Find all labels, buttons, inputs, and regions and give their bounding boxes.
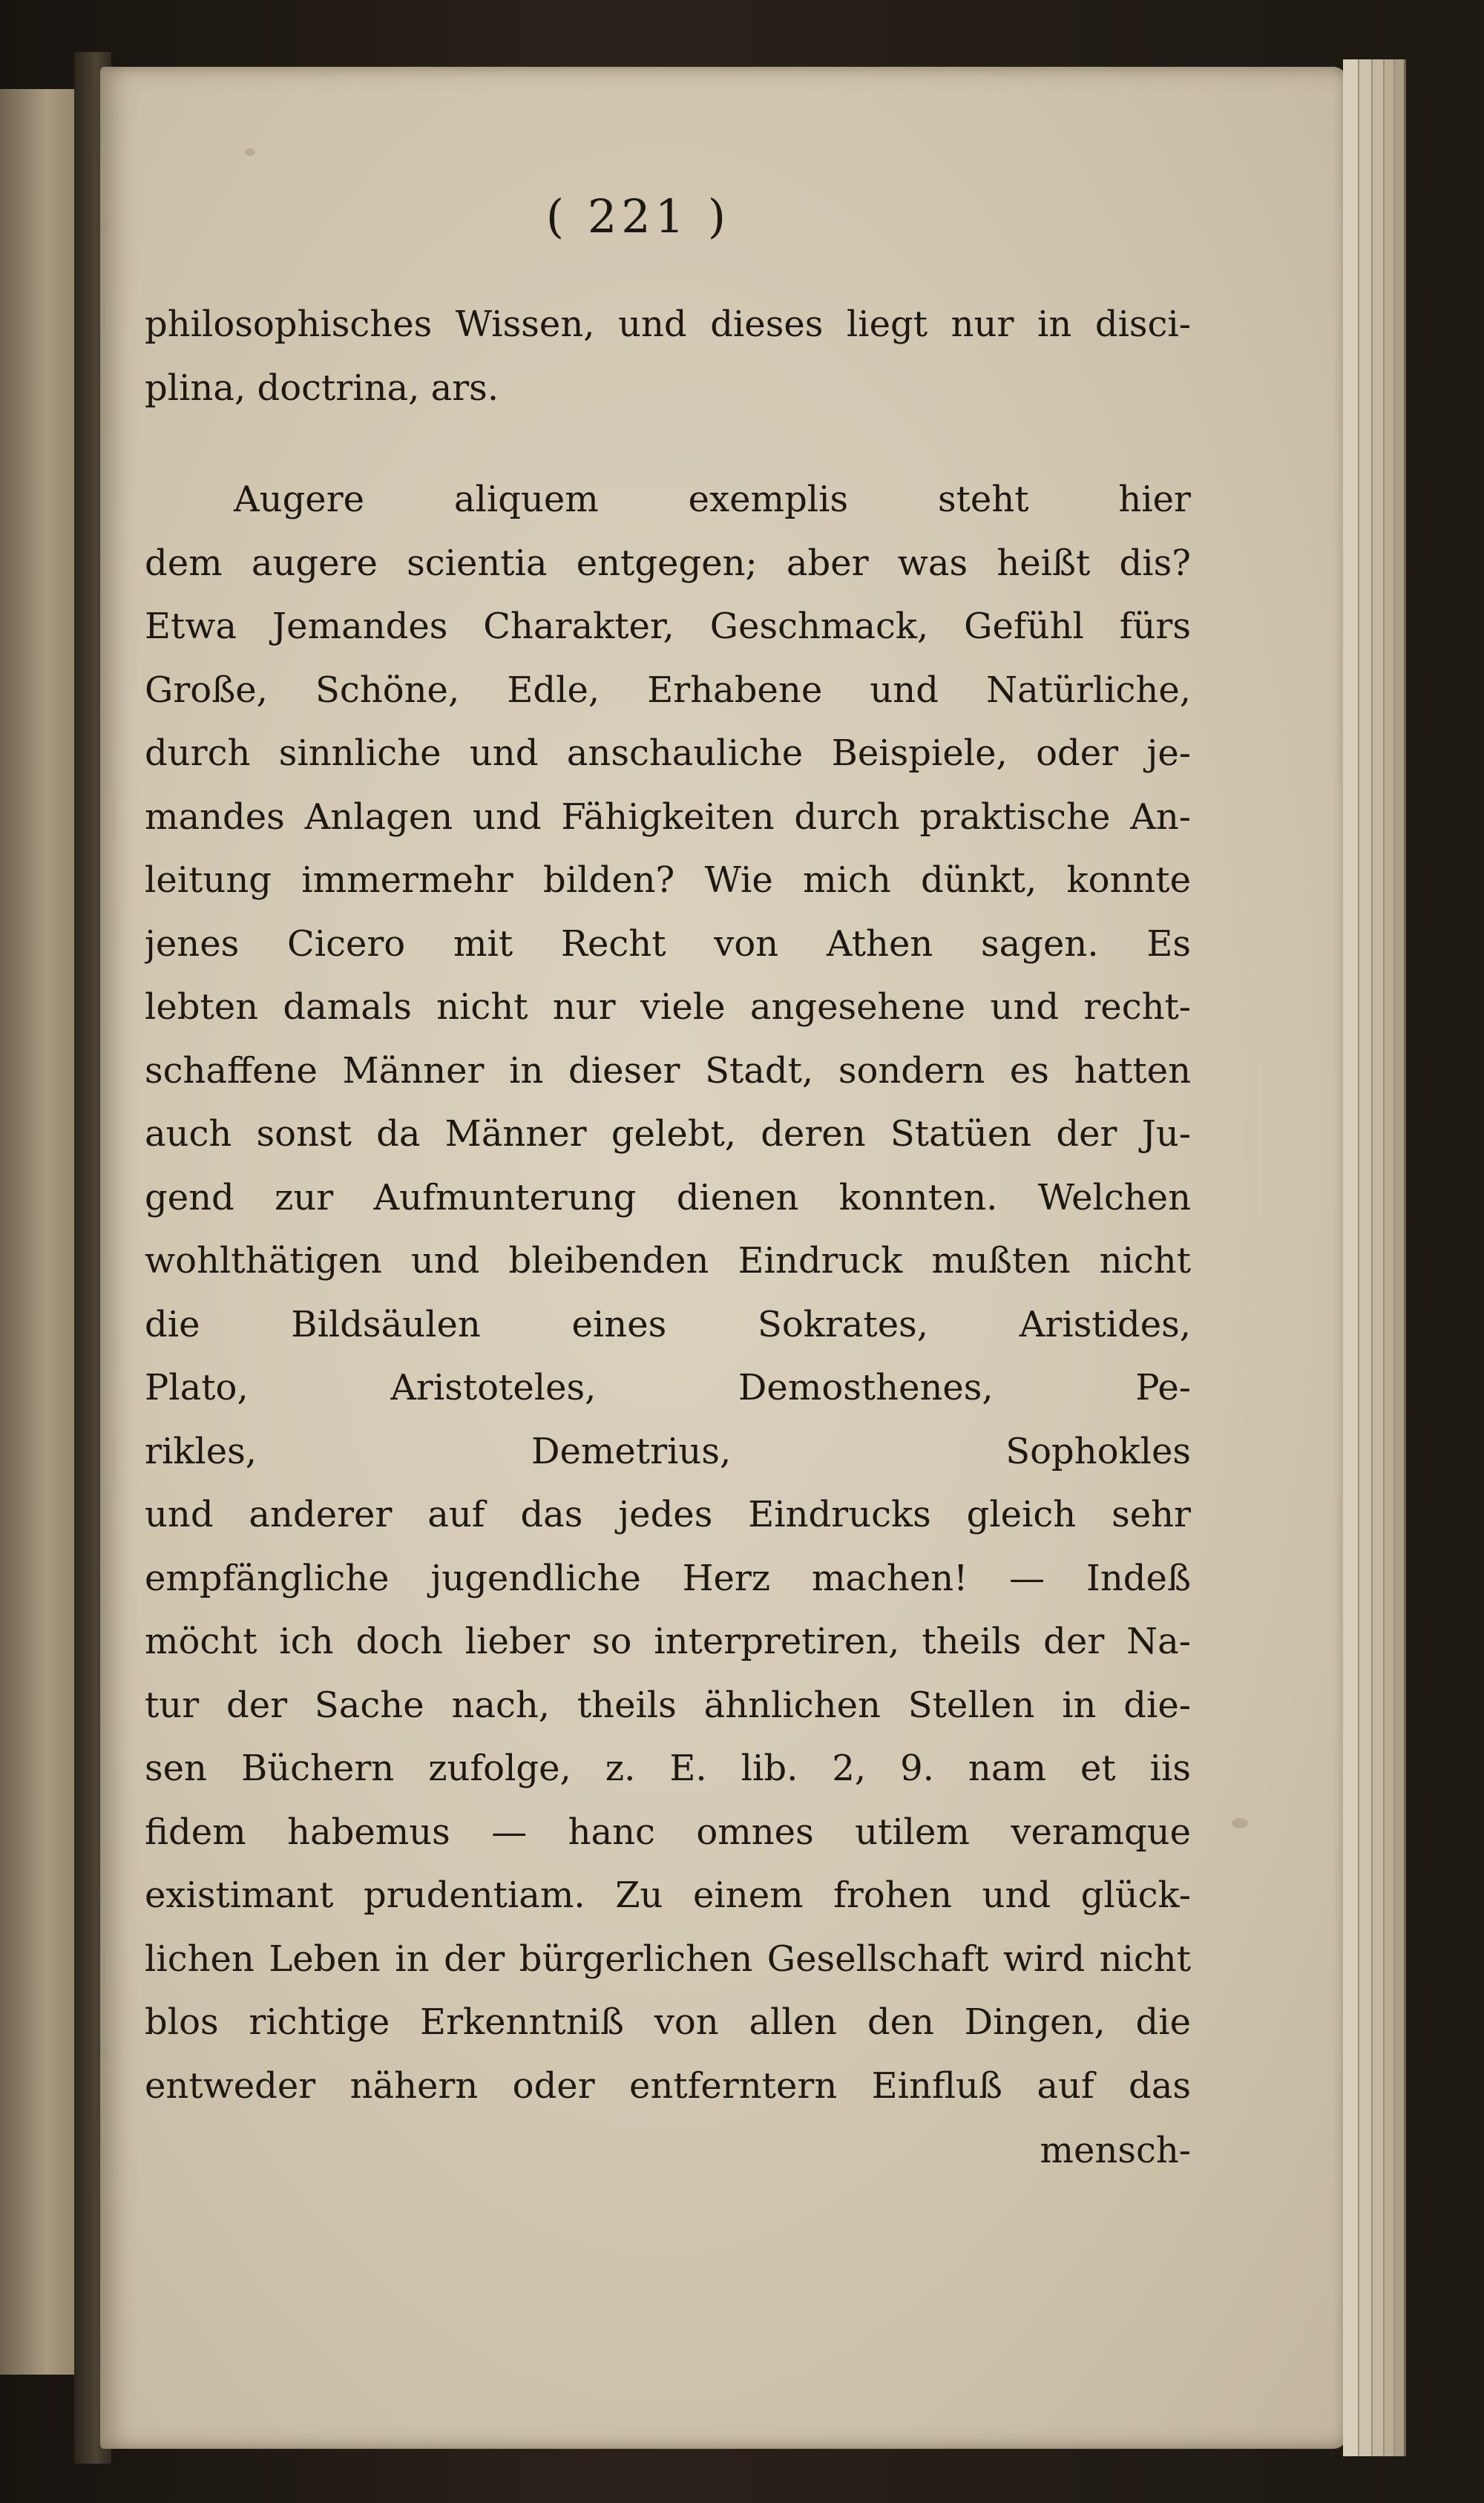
text-line: wohlthätigen und bleibenden Eindruck mußten nicht (145, 1240, 1191, 1282)
paper-stain (245, 148, 255, 156)
text-line: Plato, Aristoteles, Demosthenes, Pe- (145, 1367, 1191, 1408)
text-line: entweder nähern oder entferntern Einfluß auf das (145, 2064, 1191, 2107)
page-edge (1359, 59, 1373, 2456)
page-edge (1385, 59, 1396, 2456)
text-line: leitung immermehr bilden? Wie mich dünkt, konnte (145, 859, 1191, 901)
text-line: existimant prudentiam. Zu einem frohen und glück- (145, 1874, 1191, 1916)
text-line: rikles, Demetrius, Sophokles (145, 1430, 1191, 1472)
text-line: philosophisches Wissen, und dieses liegt nur in disci- (145, 304, 1191, 345)
paragraph-1 (145, 293, 1191, 420)
text-line: möcht ich doch lieber so interpretiren, theils der Na- (145, 1621, 1191, 1662)
paper-stain (1232, 1818, 1248, 1828)
text-line: schaffene Männer in dieser Stadt, sondern es hatten (145, 1049, 1191, 1092)
catchword: mensch- (1040, 2130, 1191, 2171)
text-line: empfängliche jugendliche Herz machen! — Indeß (145, 1557, 1191, 1599)
text-line: gend zur Aufmunterung dienen konnten. Welchen (145, 1176, 1191, 1218)
text-line: Etwa Jemandes Charakter, Geschmack, Gefühl fürs (145, 606, 1191, 647)
text-line: und anderer auf das jedes Eindrucks gleich sehr (145, 1494, 1191, 1535)
text-line: lebten damals nicht nur viele angesehene und recht- (145, 986, 1191, 1028)
text-line: Große, Schöne, Edle, Erhabene und Natürliche, (145, 669, 1191, 711)
text-line: mandes Anlagen und Fähigkeiten durch praktische An- (145, 795, 1191, 838)
page-edge (1343, 59, 1360, 2456)
page-edge (1373, 59, 1385, 2456)
paragraph-gap (145, 420, 1191, 468)
text-line: jenes Cicero mit Recht von Athen sagen. Es (145, 922, 1191, 965)
body-text (145, 293, 1191, 2118)
left-page-edge (0, 89, 85, 2375)
paragraph-2 (145, 468, 1191, 2118)
text-line: sen Büchern zufolge, z. E. lib. 2, 9. nam et iis (145, 1748, 1191, 1789)
text-line: tur der Sache nach, theils ähnlichen Stellen in die- (145, 1684, 1191, 1726)
text-line: die Bildsäulen eines Sokrates, Aristides, (145, 1303, 1191, 1345)
page-edge (1395, 59, 1406, 2456)
text-line: plina, doctrina, ars. (145, 367, 499, 409)
text-line: Augere aliquem exemplis steht hier (234, 479, 1191, 520)
text-line: dem augere scientia entgegen; aber was heißt dis? (145, 542, 1191, 584)
text-line: lichen Leben in der bürgerlichen Gesellschaft wird nicht (145, 1938, 1191, 1980)
text-line: blos richtige Erkenntniß von allen den Dingen, die (145, 2001, 1191, 2043)
text-line: durch sinnliche und anschauliche Beispiele, oder je- (145, 732, 1191, 774)
text-line: auch sonst da Männer gelebt, deren Statüen der Ju- (145, 1113, 1191, 1155)
page-number: ( 221 ) (545, 189, 731, 243)
text-line: fidem habemus — hanc omnes utilem veramque (145, 1811, 1191, 1853)
